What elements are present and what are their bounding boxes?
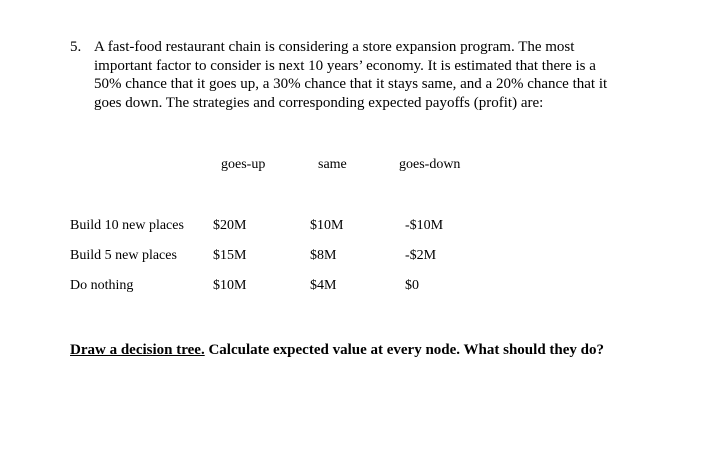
column-header-same: same <box>318 157 347 172</box>
cell-build-5-goes-up: $15M <box>213 248 247 263</box>
task-instruction <box>70 342 604 359</box>
row-label-build-10: Build 10 new places <box>70 218 184 233</box>
problem-line: 50% chance that it goes up, a 30% chance that it stays same, and a 20% chance that it <box>94 76 608 92</box>
cell-build-10-same: $10M <box>310 218 344 233</box>
problem-line: A fast-food restaurant chain is considering a store expansion program. The most <box>94 39 575 55</box>
row-label-do-nothing: Do nothing <box>70 278 134 293</box>
task-rest: Calculate expected value at every node. What should they do? <box>204 342 604 358</box>
cell-build-10-goes-up: $20M <box>213 218 247 233</box>
problem-text <box>94 38 654 112</box>
cell-build-5-same: $8M <box>310 248 337 263</box>
task-underlined: Draw a decision tree. <box>70 342 205 358</box>
cell-do-nothing-goes-down: $0 <box>405 278 419 293</box>
problem-line: goes down. The strategies and corresponding expected payoffs (profit) are: <box>94 94 544 111</box>
cell-do-nothing-same: $4M <box>310 278 337 293</box>
problem-number: 5. <box>70 39 82 55</box>
problem-line: important factor to consider is next 10 years’ economy. It is estimated that there is a <box>94 57 596 74</box>
row-label-build-5: Build 5 new places <box>70 248 177 263</box>
cell-build-5-goes-down: -$2M <box>405 248 437 263</box>
column-header-goes-up: goes-up <box>221 157 266 172</box>
column-header-goes-down: goes-down <box>399 157 461 172</box>
cell-build-10-goes-down: -$10M <box>405 218 444 233</box>
cell-do-nothing-goes-up: $10M <box>213 278 247 293</box>
